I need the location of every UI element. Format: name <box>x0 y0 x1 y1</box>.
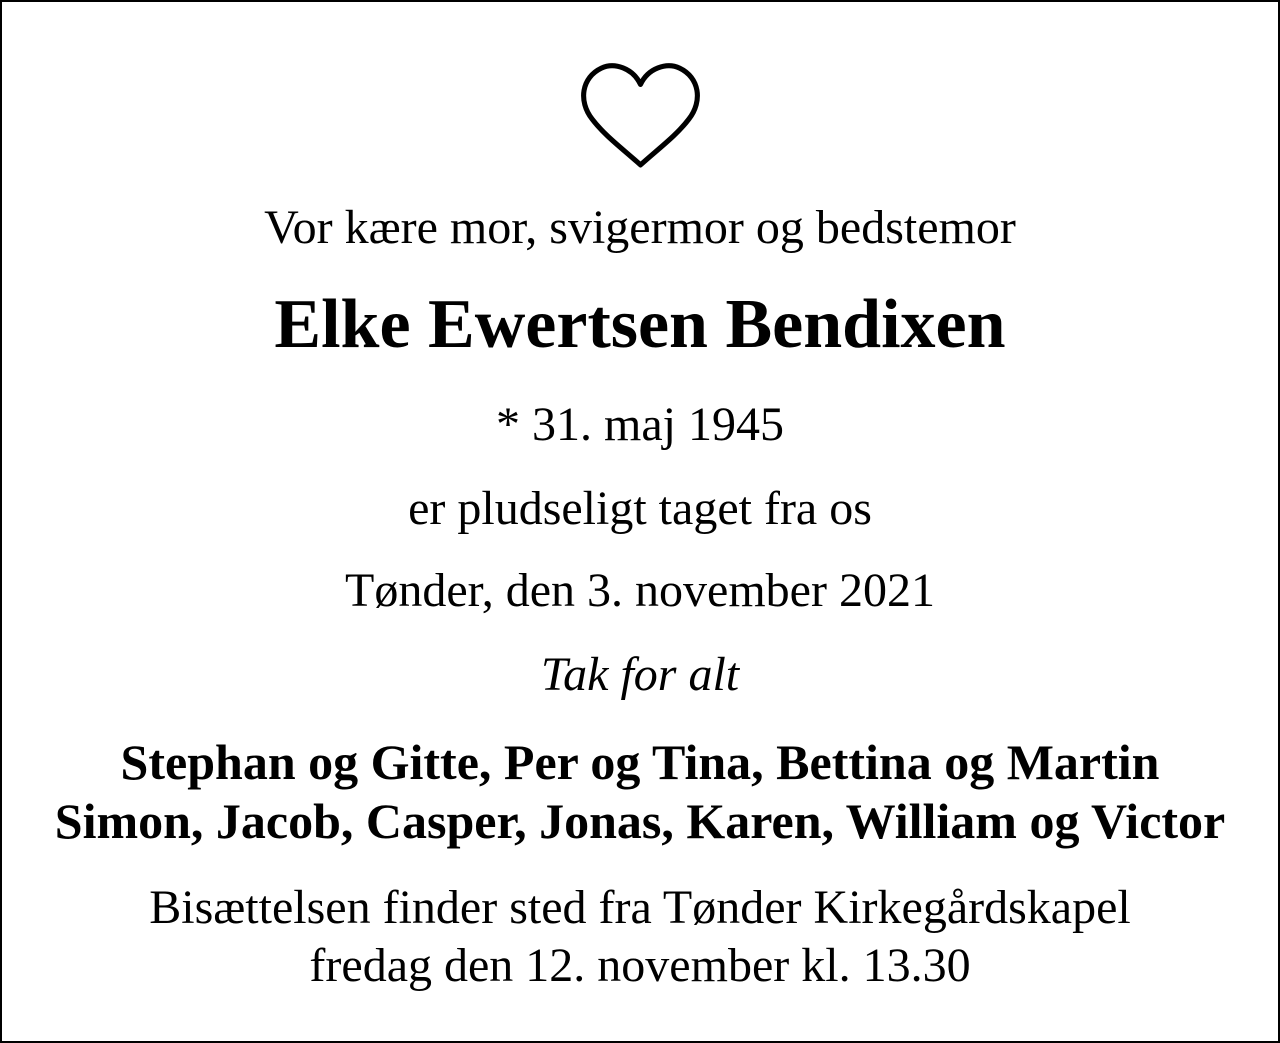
deceased-name: Elke Ewertsen Bendixen <box>274 285 1006 363</box>
ceremony-line-1: Bisættelsen finder sted fra Tønder Kirkegårdskapel <box>149 880 1131 934</box>
heart-icon <box>2 60 1278 172</box>
farewell-line: Tak for alt <box>540 647 740 701</box>
family-names-line-1: Stephan og Gitte, Per og Tina, Bettina og Martin <box>120 733 1160 790</box>
death-statement-line: er pludseligt taget fra os <box>408 482 872 536</box>
ceremony-info-block <box>2 879 1278 996</box>
family-names-block <box>2 733 1278 851</box>
family-names-line-2: Simon, Jacob, Casper, Jonas, Karen, William og Victor <box>54 792 1226 849</box>
intro-line: Vor kære mor, svigermor og bedstemor <box>264 201 1016 254</box>
ceremony-line-2: fredag den 12. november kl. 13.30 <box>309 939 971 993</box>
birth-date-line: * 31. maj 1945 <box>496 398 784 452</box>
place-date-line: Tønder, den 3. november 2021 <box>345 563 935 617</box>
